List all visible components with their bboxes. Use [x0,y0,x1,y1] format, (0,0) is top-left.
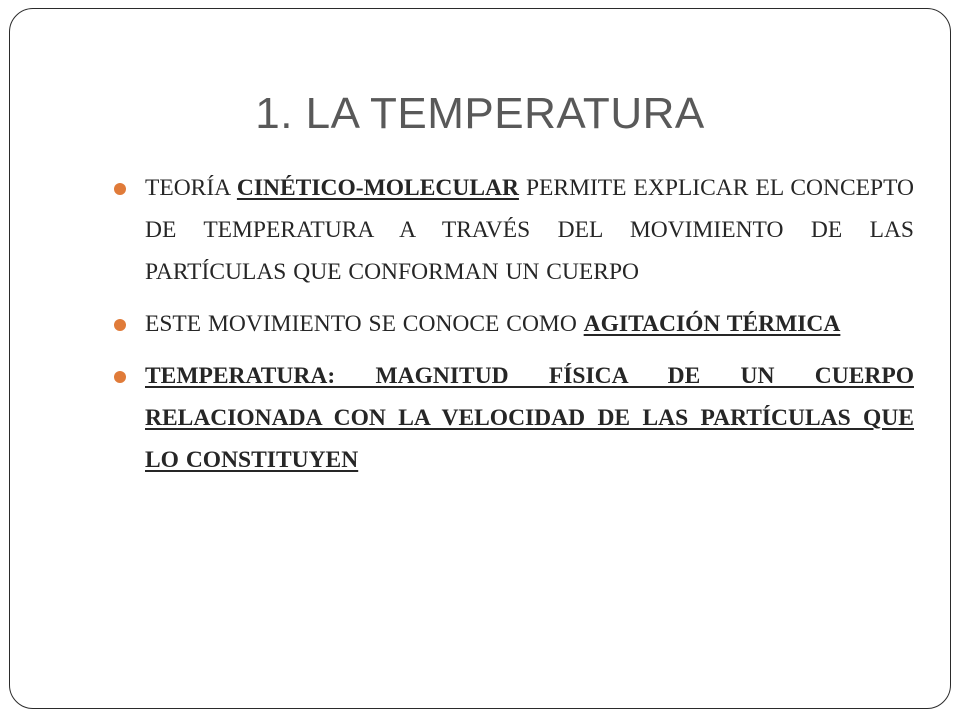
bullet-dot-icon [114,319,126,331]
bullet-text: PERMITE EXPLICAR EL CONCEPTO DE TEMPERATURA A TRAVÉS DEL MOVIMIENTO DE LAS PARTÍCULAS QUE CONFORMAN UN CUERPO [145,175,914,285]
bullet-dot-icon [114,183,126,195]
slide-title: 1. LA TEMPERATURA [255,89,705,138]
bullet-list [114,167,914,491]
bullet-text: TEORÍA [145,175,237,201]
bullet-text: ESTE MOVIMIENTO SE CONOCE COMO [145,311,584,337]
bullet-emphasis: AGITACIÓN TÉRMICA [583,311,841,337]
slide-frame [9,8,951,709]
bullet-dot-icon [114,371,126,383]
bullet-emphasis: CINÉTICO-MOLECULAR [236,175,519,201]
bullet-item [114,167,914,293]
bullet-emphasis: TEMPERATURA: MAGNITUD FÍSICA DE UN CUERPO RELACIONADA CON LA VELOCIDAD DE LAS PARTÍCULAS QUE LO CONSTITUYEN [145,363,914,473]
bullet-item [114,303,914,345]
bullet-item [114,355,914,481]
